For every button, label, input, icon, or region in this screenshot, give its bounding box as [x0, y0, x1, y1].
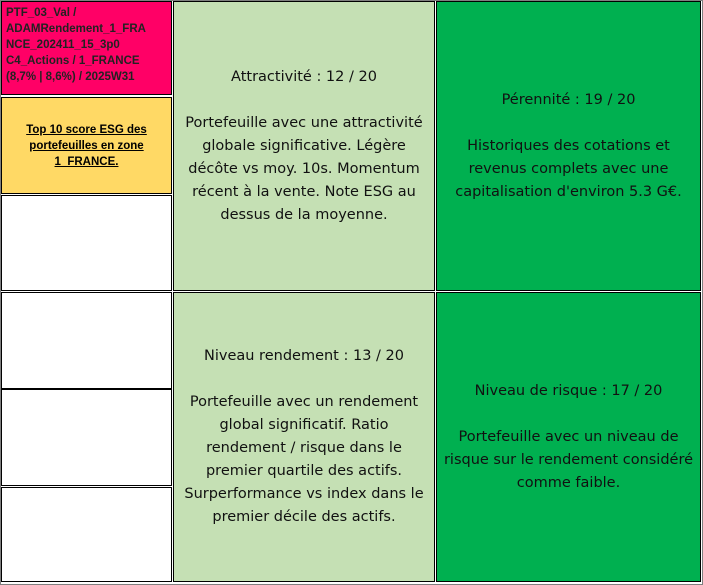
header-line: NCE_202411_15_3p0	[6, 39, 120, 51]
empty-cell-3	[1, 389, 172, 486]
attractivite-title: Attractivité : 12 / 20	[231, 68, 377, 85]
rendement-body: Portefeuille avec un rendement global significatif. Ratio rendement / risque dans le premier quartile des actifs. Surperformance vs index dans le premier décile des actifs.	[184, 394, 424, 525]
rendement-title: Niveau rendement : 13 / 20	[204, 348, 404, 364]
header-line: (8,7% | 8,6%) / 2025W31	[6, 71, 135, 83]
empty-cell-4	[1, 487, 172, 582]
empty-cell-1	[1, 195, 172, 291]
header-line: C4_Actions / 1_FRANCE	[6, 55, 140, 67]
portfolio-header-text	[6, 5, 169, 85]
empty-cell-2	[1, 292, 172, 389]
rendement-cell	[173, 292, 435, 582]
perennite-cell	[436, 1, 701, 291]
risque-title: Niveau de risque : 17 / 20	[474, 382, 663, 399]
header-line: ADAMRendement_1_FRA	[6, 23, 146, 35]
attractivite-body: Portefeuille avec une attractivité globale significative. Légère décôte vs moy. 10s. Momentum récent à la vente. Note ESG au dessus de la moyenne.	[185, 114, 423, 223]
esg-top10-link[interactable]: Top 10 score ESG des portefeuilles en zone 1_FRANCE.	[26, 123, 147, 168]
attractivite-cell	[173, 1, 435, 291]
header-line: PTF_03_Val /	[6, 7, 77, 19]
risque-cell	[436, 292, 701, 582]
esg-link-cell[interactable]	[1, 97, 172, 194]
risque-body: Portefeuille avec un niveau de risque sur le rendement considéré comme faible.	[443, 428, 694, 491]
portfolio-header-cell	[1, 1, 172, 95]
perennite-body: Historiques des cotations et revenus complets avec une capitalisation d'environ 5.3 G€.	[455, 137, 682, 200]
perennite-title: Pérennité : 19 / 20	[501, 91, 636, 108]
